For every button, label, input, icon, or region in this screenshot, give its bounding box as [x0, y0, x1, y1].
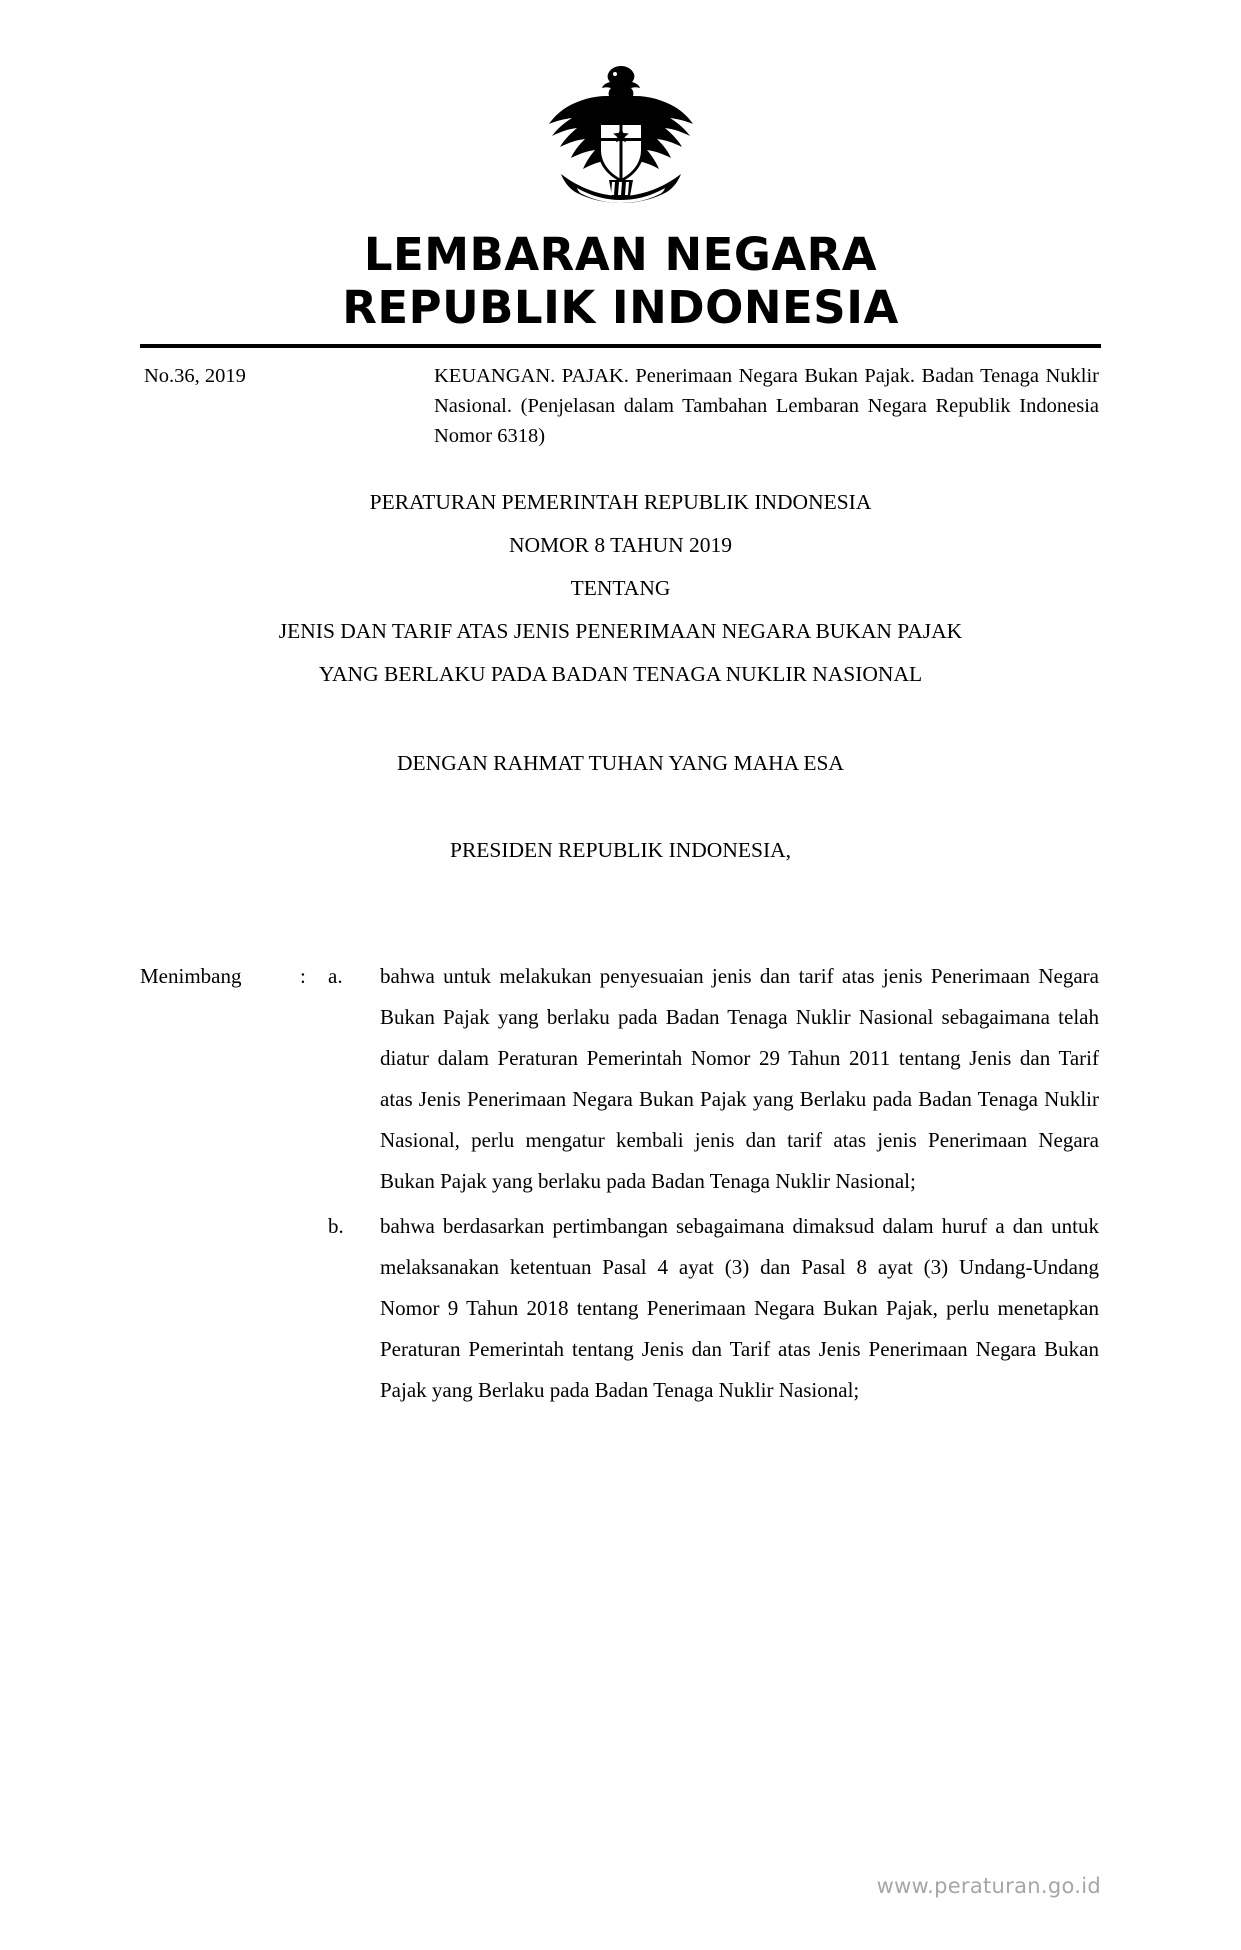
- considerations-colon: :: [300, 964, 306, 989]
- title-line-3: TENTANG: [570, 576, 671, 601]
- consideration-text-a: bahwa untuk melakukan penyesuaian jenis dan tarif atas jenis Penerimaan Negara Bukan Pajak yang berlaku pada Badan Tenaga Nuklir Nasional sebagaimana telah diatur dalam Peraturan Pemerintah Nomor 29 Tahun 2011 tentang Jenis dan Tarif atas Jenis Penerimaan Negara Bukan Pajak yang Berlaku pada Badan Tenaga Nuklir Nasional, perlu mengatur kembali jenis dan tarif atas jenis Penerimaan Negara Bukan Pajak yang berlaku pada Badan Tenaga Nuklir Nasional;: [380, 964, 1099, 1194]
- gazette-description-text: KEUANGAN. PAJAK. Penerimaan Negara Bukan Pajak. Badan Tenaga Nuklir Nasional. (Penjelasan dalam Tambahan Lembaran Negara Republik Indonesia Nomor 6318): [434, 365, 1099, 447]
- gazette-number: No.36, 2019: [144, 365, 246, 388]
- header-divider: [140, 344, 1101, 348]
- masthead-line-1: LEMBARAN NEGARA: [363, 228, 878, 281]
- masthead-line-2: REPUBLIK INDONESIA: [342, 281, 899, 335]
- consideration-letter-a: a.: [328, 964, 343, 989]
- considerations-section: [140, 956, 1101, 1410]
- consideration-text-b: bahwa berdasarkan pertimbangan sebagaimana dimaksud dalam huruf a dan untuk melaksanakan ketentuan Pasal 4 ayat (3) dan Pasal 8 ayat (3) Undang-Undang Nomor 9 Tahun 2018 tentang Penerimaan Negara Bukan Pajak, perlu menetapkan Peraturan Pemerintah tentang Jenis dan Tarif atas Jenis Penerimaan Negara Bukan Pajak yang Berlaku pada Badan Tenaga Nuklir Nasional;: [380, 1213, 1099, 1402]
- masthead: [140, 228, 1101, 334]
- authority-line: PRESIDEN REPUBLIK INDONESIA,: [449, 838, 792, 863]
- title-line-2: NOMOR 8 TAHUN 2019: [508, 533, 733, 558]
- title-line-4: JENIS DAN TARIF ATAS JENIS PENERIMAAN NEGARA BUKAN PAJAK: [278, 619, 963, 644]
- emblem-container: [140, 0, 1101, 222]
- header-info-row: [140, 362, 1101, 451]
- title-line-5: YANG BERLAKU PADA BADAN TENAGA NUKLIR NASIONAL: [318, 662, 923, 687]
- considerations-label: Menimbang: [140, 964, 242, 989]
- consideration-item-a: [140, 956, 1101, 1202]
- subtitle-block: [140, 742, 1101, 872]
- title-line-1: PERATURAN PEMERINTAH REPUBLIK INDONESIA: [369, 490, 872, 515]
- footer-watermark: www.peraturan.go.id: [876, 1874, 1101, 1898]
- gazette-description: [434, 362, 1101, 451]
- regulation-title-block: [140, 481, 1101, 696]
- blessing-line: DENGAN RAHMAT TUHAN YANG MAHA ESA: [397, 751, 844, 776]
- consideration-letter-b: b.: [328, 1213, 344, 1238]
- consideration-item-b: [140, 1206, 1101, 1411]
- garuda-pancasila-emblem: [541, 62, 701, 212]
